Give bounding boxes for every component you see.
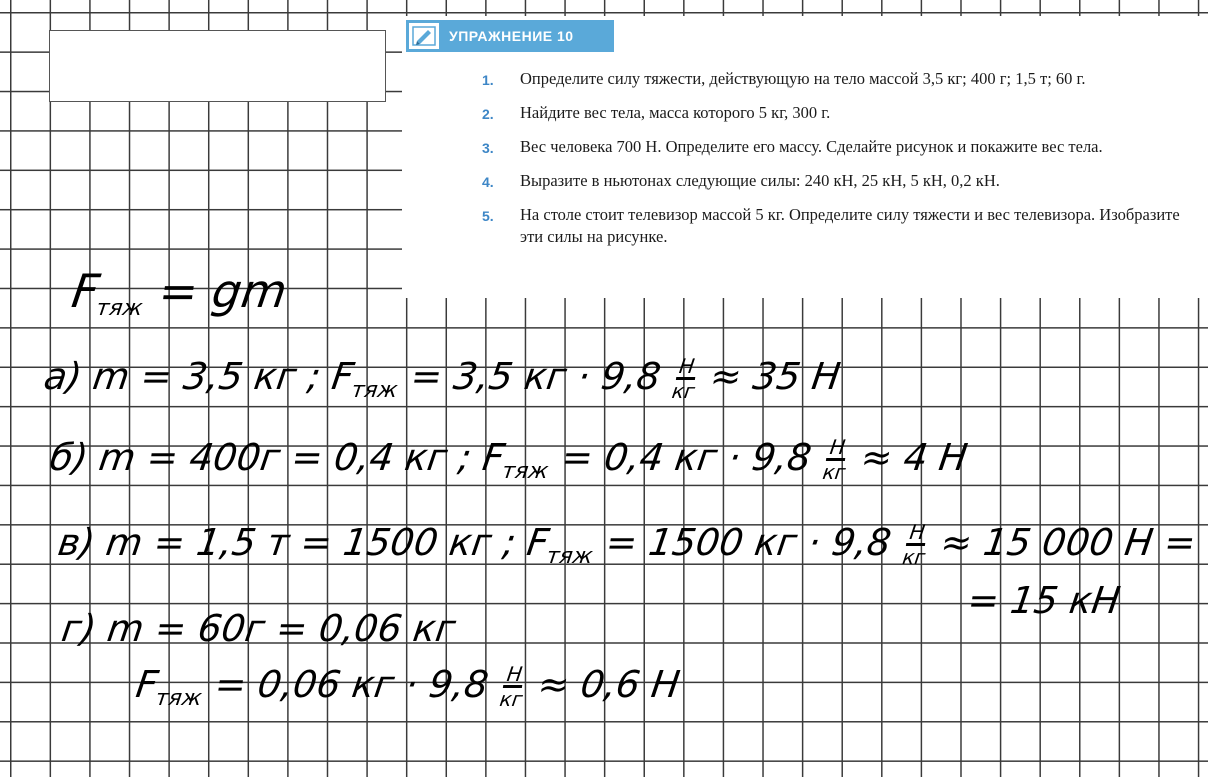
task-number: 5.	[482, 208, 494, 224]
line-a-start: а) m = 3,5 кг ; F	[41, 355, 357, 398]
formula-symbol: F	[68, 264, 103, 318]
task-number: 2.	[482, 106, 494, 122]
line-g-result: ≈ 0,6 Н	[535, 663, 683, 706]
line-g-start: F	[133, 663, 161, 706]
task-item	[482, 204, 1192, 248]
empty-answer-box	[49, 30, 386, 102]
line-a-result: ≈ 35 Н	[707, 355, 843, 398]
task-list	[482, 68, 1192, 259]
solution-line-a	[41, 356, 843, 402]
gravity-formula	[68, 264, 291, 321]
line-b-result: ≈ 4 Н	[858, 436, 971, 479]
exercise-header	[406, 20, 614, 52]
line-a-middle: = 3,5 кг · 9,8	[408, 355, 664, 398]
line-a-subscript: тяж	[349, 378, 400, 403]
task-number: 1.	[482, 72, 494, 88]
task-item	[482, 170, 1192, 193]
task-number: 3.	[482, 140, 494, 156]
line-v-start: в) m = 1,5 т = 1500 кг ; F	[55, 521, 552, 564]
unit-fraction: $\frac{Н}{кг}$	[498, 662, 525, 711]
line-b-middle: = 0,4 кг · 9,8	[558, 436, 815, 479]
line-g-middle: = 0,06 кг · 9,8	[212, 663, 492, 706]
task-item	[482, 68, 1192, 91]
pencil-icon	[409, 23, 439, 49]
task-item	[482, 102, 1192, 125]
solution-line-v	[55, 522, 1199, 568]
line-g-subscript: тяж	[153, 686, 204, 711]
line-v-result: ≈ 15 000 Н =	[937, 521, 1199, 564]
task-number: 4.	[482, 174, 494, 190]
task-text: Найдите вес тела, масса которого 5 кг, 300 г.	[520, 103, 831, 122]
solution-line-b	[47, 437, 970, 483]
unit-fraction: $\frac{Н}{кг}$	[821, 435, 848, 484]
task-text: На столе стоит телевизор массой 5 кг. Определите силу тяжести и вес телевизора. Изобразите эти силы на рисунке.	[520, 205, 1180, 246]
exercise-title: УПРАЖНЕНИЕ 10	[449, 28, 574, 44]
unit-fraction: $\frac{Н}{кг}$	[670, 354, 697, 403]
formula-rest: = gm	[155, 264, 291, 318]
line-v-middle: = 1500 кг · 9,8	[603, 521, 894, 564]
solution-line-g-formula	[133, 664, 683, 710]
formula-subscript: тяж	[94, 296, 145, 321]
line-b-subscript: тяж	[500, 459, 550, 484]
task-text: Определите силу тяжести, действующую на тело массой 3,5 кг; 400 г; 1,5 т; 60 г.	[520, 69, 1086, 88]
task-text: Выразите в ньютонах следующие силы: 240 кН, 25 кН, 5 кН, 0,2 кН.	[520, 171, 1000, 190]
solution-line-g: г) m = 60г = 0,06 кг	[58, 607, 459, 650]
unit-fraction: $\frac{Н}{кг}$	[900, 520, 927, 569]
line-b-start: б) m = 400г = 0,4 кг ; F	[47, 436, 508, 479]
task-text: Вес человека 700 Н. Определите его массу. Сделайте рисунок и покажите вес тела.	[520, 137, 1103, 156]
textbook-excerpt	[402, 16, 1208, 298]
line-v-subscript: тяж	[544, 544, 595, 569]
task-item	[482, 136, 1192, 159]
solution-line-v-continued: = 15 кН	[964, 579, 1123, 622]
